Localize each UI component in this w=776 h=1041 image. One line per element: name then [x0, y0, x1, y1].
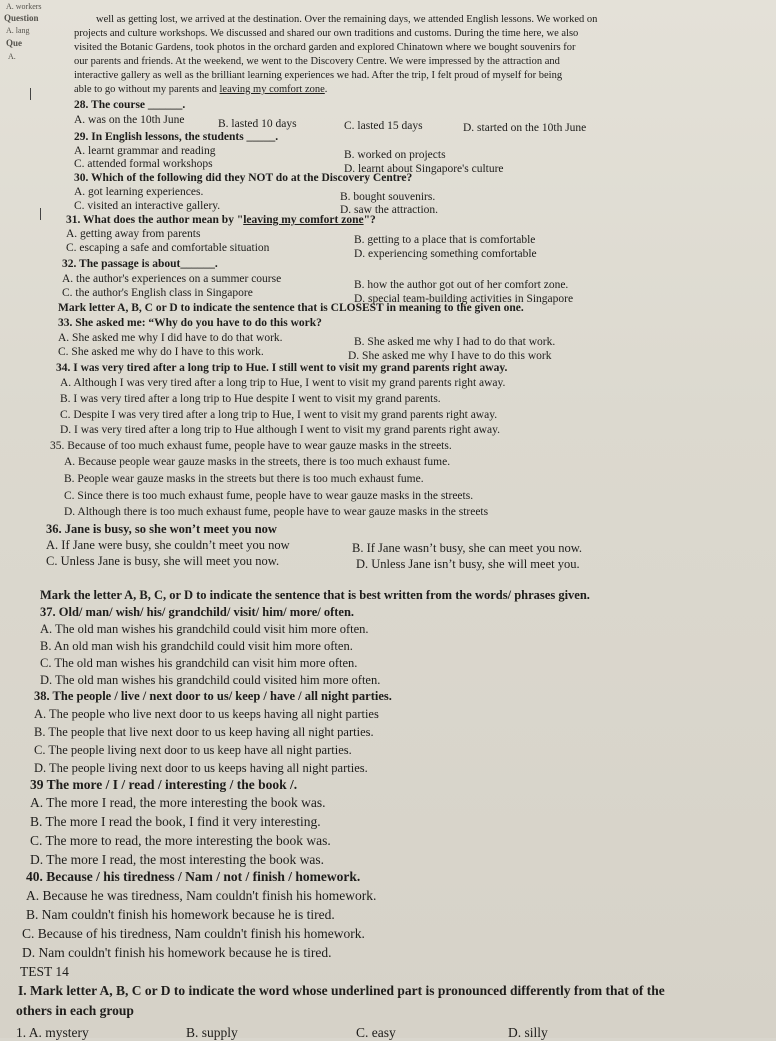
option-c: C. The old man wishes his grandchild can visit him more often. [40, 656, 358, 670]
option-a: A. getting away from parents [66, 228, 201, 240]
passage-text: able to go without my parents and [74, 84, 220, 95]
option-c: C. the author's English class in Singapore [62, 287, 253, 299]
option-a: A. the author's experiences on a summer course [62, 273, 282, 285]
option-b: B. bought souvenirs. [340, 191, 436, 203]
option-b: B. She asked me why I had to do that work. [354, 336, 556, 348]
option-c: C. escaping a safe and comfortable situation [66, 242, 270, 254]
option-b: B. The people that live next door to us keep having all night parties. [34, 725, 374, 739]
option-a: A. If Jane were busy, she couldn’t meet you now [46, 538, 290, 552]
passage-line: visited the Botanic Gardens, took photos in the orchard garden and explored Chinatown where we bought souvenirs for [74, 42, 576, 53]
option-b: B. Nam couldn't finish his homework because he is tired. [26, 907, 335, 922]
question-stem: 28. The course ______. [74, 99, 186, 111]
option-b: B. supply [186, 1025, 238, 1040]
option-d: D. I was very tired after a long trip to Hue although I went to visit my grand parents right away. [60, 424, 500, 436]
test-title: TEST 14 [20, 964, 69, 979]
option-d: D. She asked me why I have to do this work [348, 350, 552, 362]
question-stem: 29. In English lessons, the students _____. [74, 131, 279, 143]
question-stem: 37. Old/ man/ wish/ his/ grandchild/ visit/ him/ more/ often. [40, 605, 355, 619]
option-c: C. The more to read, the more interesting the book was. [30, 833, 331, 848]
question-stem: 32. The passage is about______. [62, 258, 218, 270]
option-d: D. The people living next door to us keeps having all night parties. [34, 761, 368, 775]
option-c: C. attended formal workshops [74, 158, 213, 170]
stem-text: "? [363, 214, 376, 226]
option-d: D. The more I read, the most interesting the book was. [30, 852, 325, 867]
margin-fragment: A. workers [6, 2, 42, 11]
option-c: C. Despite I was very tired after a long trip to Hue, I went to visit my grand parents right away. [60, 409, 498, 421]
option-a: 1. A. mystery [16, 1025, 89, 1040]
option-a: A. The old man wishes his grandchild could visit him more often. [40, 622, 369, 636]
option-d: D. special team-building activities in Singapore [354, 293, 574, 305]
passage-line [74, 84, 327, 95]
option-d: D. silly [508, 1025, 548, 1040]
option-a: A. The more I read, the more interesting the book was. [30, 795, 326, 810]
option-a: A. The people who live next door to us keeps having all night parties [34, 707, 379, 721]
option-d: D. Unless Jane isn’t busy, she will meet you. [356, 557, 580, 571]
option-d: D. saw the attraction. [340, 204, 439, 216]
option-a: A. Because people wear gauze masks in the streets, there is too much exhaust fume. [64, 456, 451, 468]
section-instruction: others in each group [16, 1003, 134, 1018]
question-stem: 38. The people / live / next door to us/ keep / have / all night parties. [34, 689, 392, 703]
option-a: A. She asked me why I did have to do that work. [58, 332, 283, 344]
option-b: B. how the author got out of her comfort zone. [354, 279, 569, 291]
option-c: C. visited an interactive gallery. [74, 200, 221, 212]
question-stem: 39 The more / I / read / interesting / the book /. [30, 777, 298, 792]
question-stem: 35. Because of too much exhaust fume, people have to wear gauze masks in the streets. [50, 440, 452, 452]
question-stem: 36. Jane is busy, so she won’t meet you now [46, 522, 277, 536]
option-b: B. worked on projects [344, 149, 446, 161]
option-c: C. She asked me why do I have to this work. [58, 346, 264, 358]
option-b: B. getting to a place that is comfortable [354, 234, 536, 246]
question-stem [66, 214, 376, 226]
option-d: D. Although there is too much exhaust fume, people have to wear gauze masks in the streets [64, 506, 489, 518]
section-instruction: I. Mark letter A, B, C or D to indicate the word whose underlined part is pronounced differently from that of the [18, 983, 665, 998]
option-d: D. learnt about Singapore's culture [344, 163, 504, 175]
option-c: C. Because of his tiredness, Nam couldn't finish his homework. [22, 926, 365, 941]
underlined-phrase: leaving my comfort zone [219, 84, 325, 95]
option-a: A. was on the 10th June [74, 114, 185, 126]
option-d: D. started on the 10th June [463, 122, 587, 134]
stem-text: 31. What does the author mean by " [66, 214, 244, 226]
underlined-phrase: leaving my comfort zone [243, 214, 364, 226]
section-instruction: Mark letter A, B, C or D to indicate the sentence that is CLOSEST in meaning to the given one. [58, 302, 524, 314]
option-a: A. Because he was tiredness, Nam couldn't finish his homework. [26, 888, 377, 903]
passage-line: our parents and friends. At the weekend, we went to the Discovery Centre. We were impressed by the attraction and [74, 56, 560, 67]
option-c: C. easy [356, 1025, 396, 1040]
option-c: C. The people living next door to us keep have all night parties. [34, 743, 352, 757]
option-d: D. Nam couldn't finish his homework because he is tired. [22, 945, 332, 960]
option-b: B. An old man wish his grandchild could visit him more often. [40, 639, 353, 653]
option-c: C. Unless Jane is busy, she will meet you now. [46, 554, 280, 568]
question-stem: 33. She asked me: “Why do you have to do this work? [58, 317, 322, 329]
pen-mark [30, 88, 31, 100]
passage-line: interactive gallery as well as the brilliant learning experiences we had. After the trip, I felt proud of myself for being [74, 70, 563, 81]
question-stem: 34. I was very tired after a long trip to Hue. I still went to visit my grand parents right away. [56, 362, 508, 374]
passage-line: well as getting lost, we arrived at the destination. Over the remaining days, we attended English lessons. We worked on [96, 14, 598, 25]
pen-mark [40, 208, 41, 220]
option-b: B. The more I read the book, I find it very interesting. [30, 814, 321, 829]
option-b: B. People wear gauze masks in the streets but there is too much exhaust fume. [64, 473, 424, 485]
passage-text: . [324, 84, 328, 95]
margin-fragment: A. lang [6, 26, 30, 35]
option-a: A. learnt grammar and reading [74, 145, 216, 157]
option-a: A. Although I was very tired after a long trip to Hue, I went to visit my grand parents right away. [60, 377, 506, 389]
passage-line: projects and culture workshops. We discussed and shared our own traditions and customs. During the time here, we also [74, 28, 579, 39]
option-b: B. I was very tired after a long trip to Hue despite I went to visit my grand parents. [60, 393, 441, 405]
option-d: D. experiencing something comfortable [354, 248, 537, 260]
option-b: B. lasted 10 days [218, 118, 297, 130]
margin-fragment: Question [4, 13, 39, 23]
option-b: B. If Jane wasn’t busy, she can meet you now. [352, 541, 583, 555]
question-stem: 40. Because / his tiredness / Nam / not / finish / homework. [26, 869, 361, 884]
margin-fragment: A. [8, 52, 16, 61]
margin-fragment: Que [6, 38, 23, 48]
section-instruction: Mark the letter A, B, C, or D to indicate the sentence that is best written from the words/ phrases given. [40, 588, 590, 602]
option-a: A. got learning experiences. [74, 186, 204, 198]
question-stem: 30. Which of the following did they NOT do at the Discovery Centre? [74, 172, 413, 184]
option-d: D. The old man wishes his grandchild could visited him more often. [40, 673, 381, 687]
option-c: C. lasted 15 days [344, 120, 423, 132]
option-c: C. Since there is too much exhaust fume, people have to wear gauze masks in the streets. [64, 490, 474, 502]
